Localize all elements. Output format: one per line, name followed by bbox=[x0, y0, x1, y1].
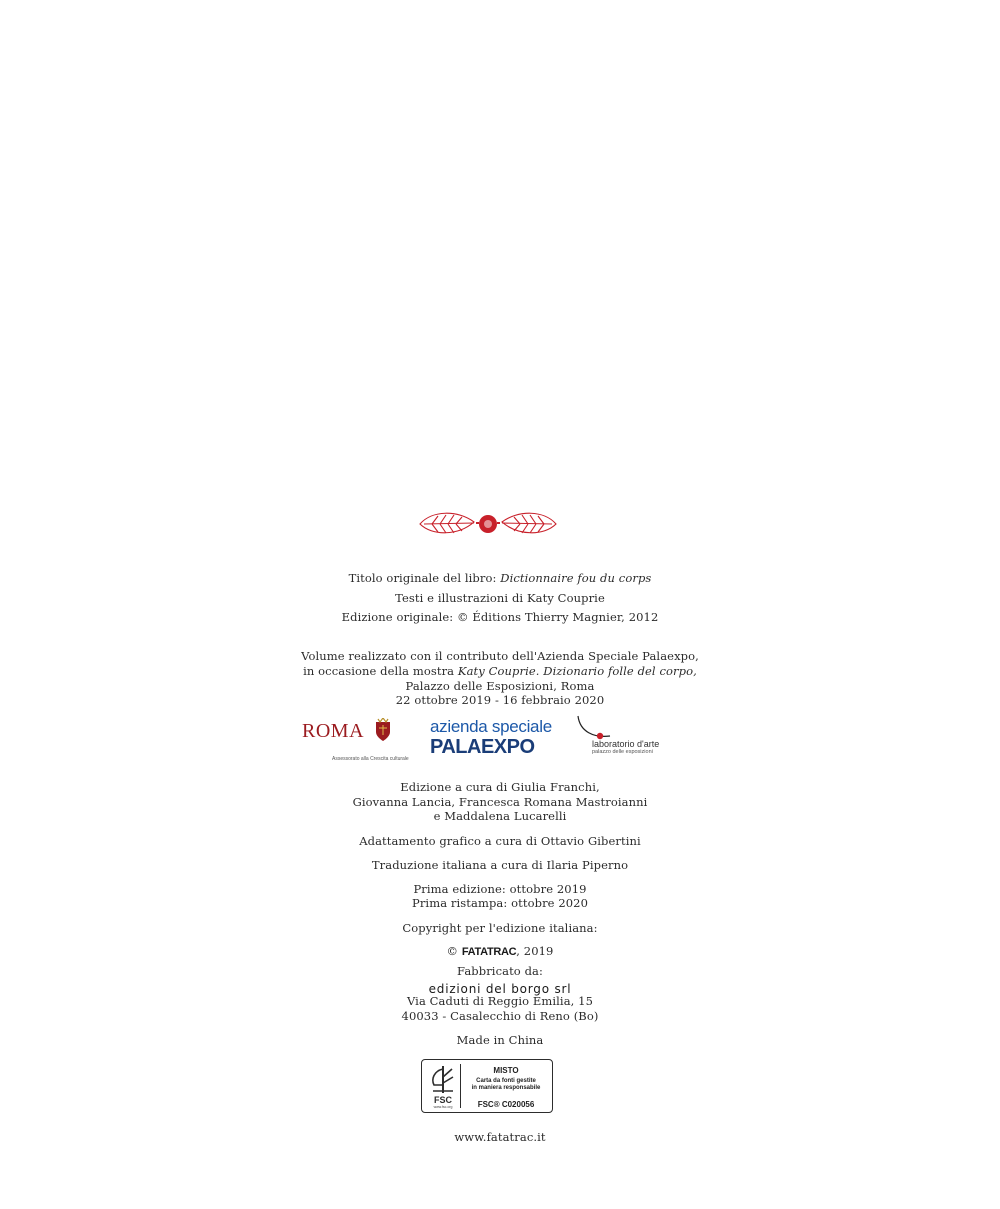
address-line-1: Via Caduti di Reggio Emilia, 15 bbox=[406, 994, 594, 1008]
editors-line-3: e Maddalena Lucarelli bbox=[433, 809, 567, 823]
copyright-line: © FATATRAC, 2019 bbox=[446, 944, 554, 958]
editors-line-1: Edizione a cura di Giulia Franchi, bbox=[400, 780, 600, 794]
original-title: Dictionnaire fou du corps bbox=[500, 571, 652, 585]
website-link[interactable]: www.fatatrac.it bbox=[454, 1130, 546, 1144]
roma-subtitle: Assessorato alla Crescita culturale bbox=[332, 756, 409, 762]
leaf-ornament-icon bbox=[418, 506, 558, 542]
first-edition: Prima edizione: ottobre 2019 bbox=[413, 882, 587, 896]
partner-logos bbox=[0, 712, 1000, 764]
fsc-logo-label: FSC bbox=[434, 1095, 452, 1105]
volume-line-1: Volume realizzato con il contributo dell'Azienda Speciale Palaexpo, bbox=[301, 649, 699, 663]
graphics-credit: Adattamento grafico a cura di Ottavio Gibertini bbox=[359, 834, 641, 848]
volume-line-4: 22 ottobre 2019 - 16 febbraio 2020 bbox=[395, 693, 605, 707]
fsc-misto: MISTO bbox=[493, 1066, 519, 1075]
fsc-code: FSC® C020056 bbox=[477, 1100, 535, 1109]
original-edition: Edizione originale: © Éditions Thierry Magnier, 2012 bbox=[341, 610, 659, 624]
fsc-url: www.fsc.org bbox=[433, 1105, 453, 1109]
laboratorio-arte-logo: laboratorio d'arte palazzo delle esposizioni bbox=[576, 714, 666, 762]
first-reprint: Prima ristampa: ottobre 2020 bbox=[411, 896, 588, 910]
fsc-tree-icon bbox=[426, 1063, 460, 1107]
editors-line-2: Giovanna Lancia, Francesca Romana Mastroianni bbox=[352, 795, 648, 809]
roma-logo: ROMA Assessorato alla Crescita culturale bbox=[302, 720, 409, 762]
volume-line-2: in occasione della mostra Katy Couprie. Dizionario folle del corpo, bbox=[303, 664, 697, 678]
copyright-label: Copyright per l'edizione italiana: bbox=[402, 921, 598, 935]
palaexpo-logo: azienda speciale PALAEXPO bbox=[430, 717, 552, 758]
roma-shield-icon bbox=[374, 718, 392, 742]
made-in: Made in China bbox=[456, 1033, 544, 1047]
fsc-description: Carta da fonti gestite in maniera responsabile bbox=[471, 1078, 541, 1091]
texts-credit: Testi e illustrazioni di Katy Couprie bbox=[395, 591, 605, 605]
fatatrac-logo: FATATRAC bbox=[461, 946, 517, 958]
translation-credit: Traduzione italiana a cura di Ilaria Piperno bbox=[371, 858, 629, 872]
manufacturer-logo: edizioni del borgo srl bbox=[428, 982, 572, 996]
address-line-2: 40033 - Casalecchio di Reno (Bo) bbox=[401, 1009, 599, 1023]
made-by-label: Fabbricato da: bbox=[457, 964, 543, 978]
volume-line-3: Palazzo delle Esposizioni, Roma bbox=[405, 679, 595, 693]
fsc-badge bbox=[421, 1059, 553, 1113]
original-title-line: Titolo originale del libro: Dictionnaire fou du corps bbox=[348, 571, 652, 585]
fsc-divider bbox=[460, 1064, 461, 1108]
